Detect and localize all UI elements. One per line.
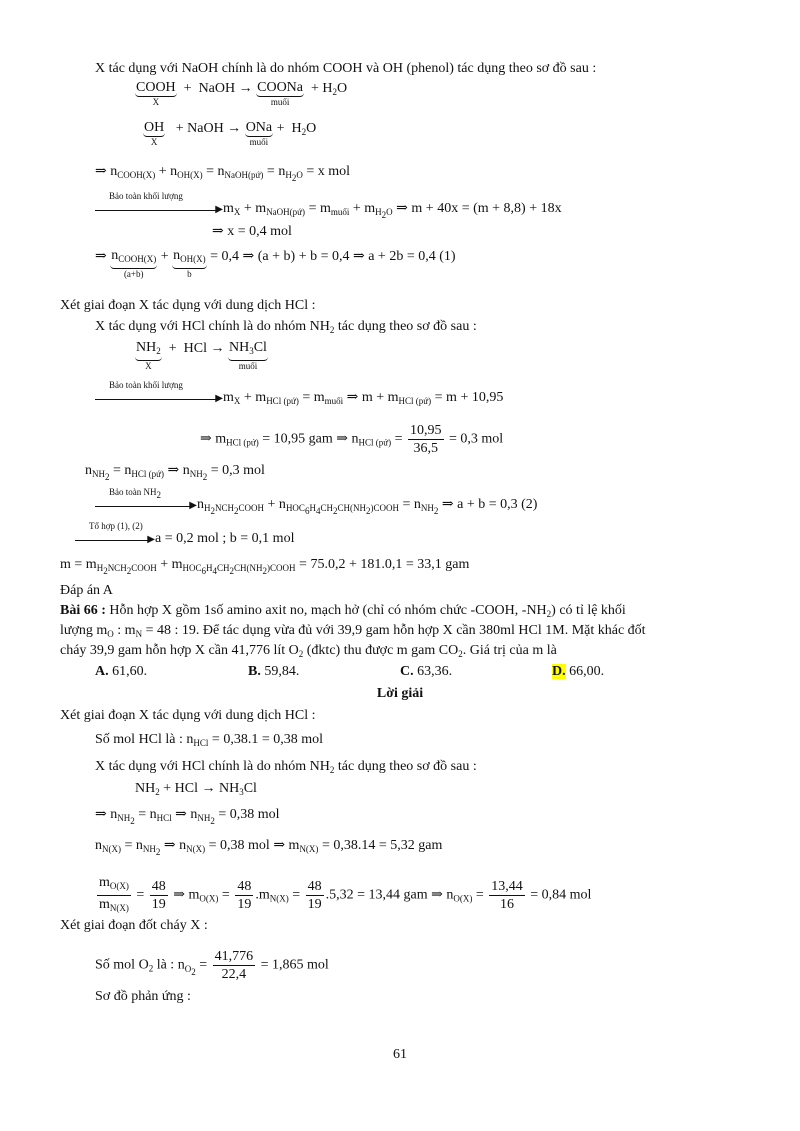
equation-2: Bảo toàn $NH_2$ ▶ $n_{H_2NCH_2COOH} + n_{HOC_6H_4CH_2CH(NH_2)COOH} = n_{NH_2}$ ⇒ a + b = 0,3 (2) <box>95 496 537 520</box>
text-line-naoh-intro: X tác dụng với NaOH chính là do nhóm COOH và OH (phenol) tác dụng theo sơ đồ sau : <box>95 61 597 76</box>
equation-nh2-hcl: $NH_2$ X + HCl → $NH_3Cl$ muối <box>136 340 267 371</box>
problem-66-line-1: Bài 66 : Hỗn hợp X gồm 1số amino axit no, mạch hở (chỉ có nhóm chức -COOH, $-NH_2$) có tỉ lệ khối <box>60 603 626 619</box>
equation-oh-naoh: OH X + NaOH → ONa muối + $H_2O$ <box>144 120 317 147</box>
equation-final-mass: $m = m_{H_2NCH_2COOH} + m_{HOC_6H_4CH_2CH(NH_2)COOH} = 75.0,2 + 181.0,1 = 33,1$ gam <box>60 557 470 576</box>
equation-mass-conservation-naoh: Bảo toàn khối lượng ▶ $m_X + m_{NaOH(pứ)} = m_{muối} + m_{H_2O}$ ⇒ m + 40x = (m + 8,8) + 18x <box>95 200 562 224</box>
text-line-hcl-stage-2: Xét giai đoạn X tác dụng với dung dịch HCl : <box>60 708 316 723</box>
equation-mass-conservation-hcl: Bảo toàn khối lượng ▶ $m_X + m_{HCl (pứ)} = m_{muối}$ ⇒ $m + m_{HCl (pứ)} = m + 10,95$ <box>95 389 503 410</box>
text-line-hcl-stage: Xét giai đoạn X tác dụng với dung dịch HCl : <box>60 298 316 313</box>
equation-o2-mol: Số mol $O_2$ là : $n_{O_2}$ = $\frac{41,776}{22,4}$ = 1,865 mol <box>95 949 329 982</box>
text-line-combustion-stage: Xét giai đoạn đốt cháy X : <box>60 918 208 933</box>
option-a: A. 61,60. <box>95 664 148 679</box>
equation-x-value: ⇒ x = 0,4 mol <box>212 224 292 239</box>
equation-hcl-mol-count: Số mol HCl là : $n_{HCl} = 0,38.1 = 0,38$ mol <box>95 732 323 748</box>
text-line-nh2-intro: X tác dụng với HCl chính là do nhóm $NH_2$ tác dụng theo sơ đồ sau : <box>95 319 477 335</box>
option-d: D. 66,00. <box>552 664 605 679</box>
text-line-reaction-scheme: Sơ đồ phản ứng : <box>95 989 191 1004</box>
equation-nh2-mol: $n_{NH_2} = n_{HCl (pứ)}$ ⇒ $n_{NH_2} = 0,3$ mol <box>85 463 265 482</box>
option-c: C. 63,36. <box>400 664 453 679</box>
equation-mol-relation: ⇒ $n_{COOH(X)} + n_{OH(X)} = n_{NaOH(pứ)} = n_{H_2O} = x$ mol <box>95 164 351 183</box>
equation-combine: Tổ hợp (1), (2) ▶ a = 0,2 mol ; b = 0,1 mol <box>75 530 294 548</box>
equation-oxygen-mass: $\frac{m_{O(X)}}{m_{N(X)}}$ = $\frac{48}{19}$ ⇒ $m_{O(X)}$ = $\frac{48}{19}$ $.m_{N(X)}$ = $\frac{48}{19}$ .5,32 = 13,44 gam ⇒ $n_{O(X)}$ = $\frac{13,44}{16}$ = 0,84 mol <box>99 875 592 913</box>
equation-nh2-hcl-2: $NH_2$ + HCl → $NH_3Cl$ <box>135 781 257 797</box>
answer-line: Đáp án A <box>60 583 113 598</box>
page-number: 61 <box>393 1047 407 1062</box>
equation-hcl-mol: ⇒ $m_{HCl (pứ)} = 10,95$ gam ⇒ $n_{HCl (pứ)}$ = $\frac{10,95}{36,5}$ = 0,3 mol <box>200 423 504 456</box>
equation-cooh-naoh: COOH X + NaOH → COONa muối + $H_2O$ <box>136 80 348 107</box>
option-b: B. 59,84. <box>248 664 300 679</box>
equation-1: ⇒ $n_{COOH(X)}$ (a+b) + $n_{OH(X)}$ b = 0,4 ⇒ (a + b) + b = 0,4 ⇒ a + 2b = 0,4 (1) <box>95 248 456 279</box>
equation-nh2-mol-2: ⇒ $n_{NH_2} = n_{HCl}$ ⇒ $n_{NH_2} = 0,38$ mol <box>95 807 280 826</box>
solution-heading: Lời giải <box>376 686 424 701</box>
problem-66-line-3: cháy 39,9 gam hỗn hợp X cần 41,776 lít $O_2$ (đktc) thu được m gam $CO_2$. Giá trị của m là <box>60 643 557 659</box>
text-line-nh2-intro-2: X tác dụng với HCl chính là do nhóm $NH_2$ tác dụng theo sơ đồ sau : <box>95 759 477 775</box>
problem-66-line-2: lượng $m_O$ : $m_N = 48$ : 19. Để tác dụng vừa đủ với 39,9 gam hỗn hợp X cần 380ml HCl 1M. Mặt khác đốt <box>60 623 646 639</box>
equation-nitrogen-mass: $n_{N(X)} = n_{NH_2}$ ⇒ $n_{N(X)} = 0,38$ mol ⇒ $m_{N(X)} = 0,38.14 = 5,32$ gam <box>95 838 443 857</box>
